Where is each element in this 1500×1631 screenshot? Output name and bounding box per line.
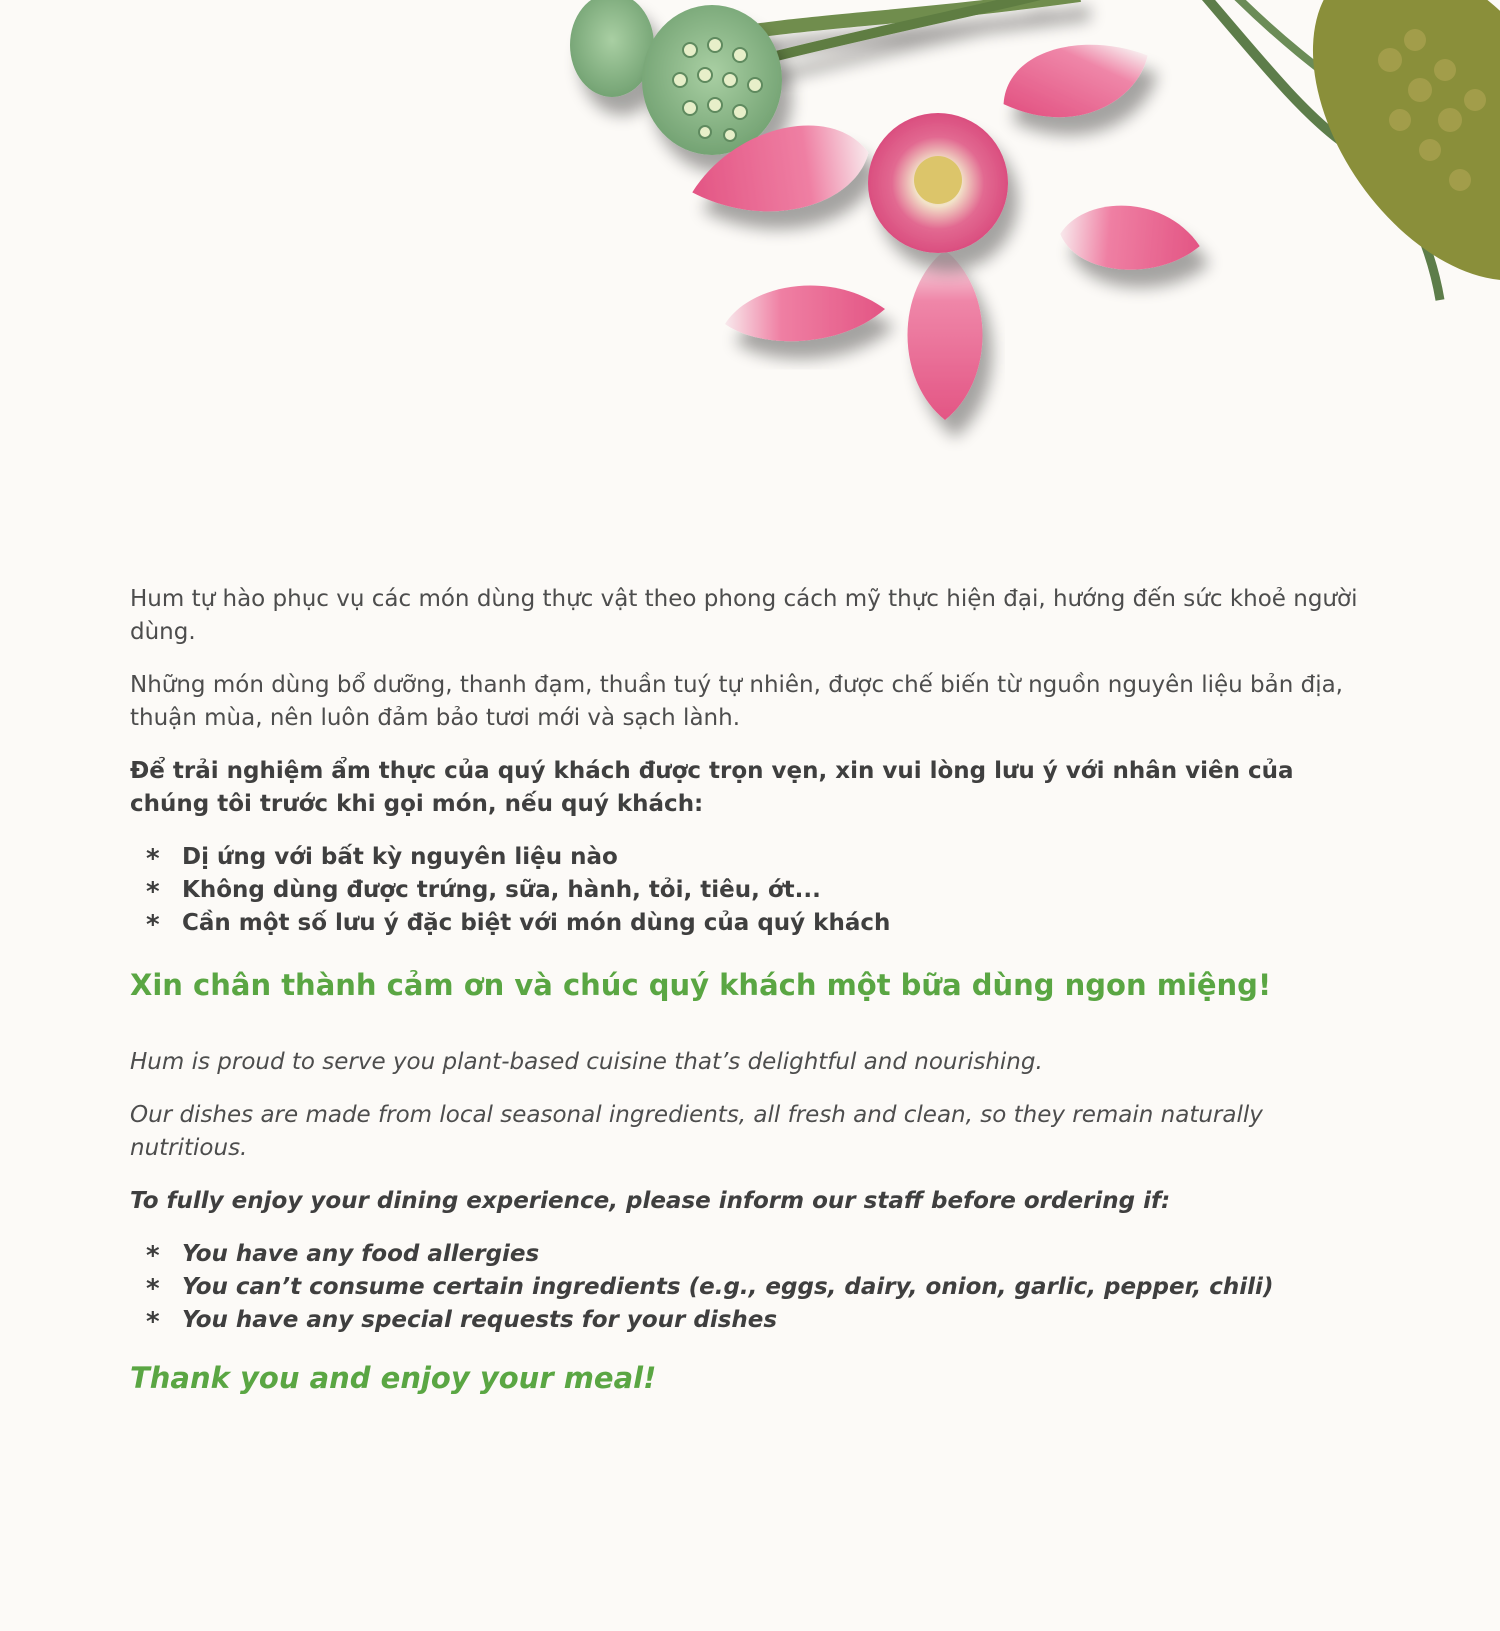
list-item xyxy=(130,1304,1380,1337)
lotus-petal xyxy=(1000,7,1149,151)
asterisk-icon: * xyxy=(146,1274,160,1304)
lotus-pod-right xyxy=(642,5,782,155)
list-item-text: Dị ứng với bất kỳ nguyên liệu nào xyxy=(182,844,618,870)
list-item xyxy=(130,874,1380,907)
list-item xyxy=(130,841,1380,874)
list-item-text: You can’t consume certain ingredients (e.g., eggs, dairy, onion, garlic, pepper, chili) xyxy=(182,1274,1274,1300)
notice-text-en: To fully enjoy your dining experience, please inform our staff before ordering if: xyxy=(130,1188,1171,1214)
list-item-text: You have any special requests for your dishes xyxy=(182,1307,778,1333)
lotus-petal xyxy=(725,285,885,341)
ingredients-text-vi: Những món dùng bổ dưỡng, thanh đạm, thuần tuý tự nhiên, được chế biến từ nguồn nguyên liệu bản địa, thuận mùa, nên luôn đảm bảo tươi mới và sạch lành. xyxy=(130,672,1343,731)
vietnamese-section xyxy=(130,583,1380,1004)
list-item-text: Cần một số lưu ý đặc biệt với món dùng của quý khách xyxy=(182,910,891,936)
lotus-flower xyxy=(868,113,1008,253)
requirements-list-en xyxy=(130,1238,1380,1337)
asterisk-icon: * xyxy=(146,1307,160,1337)
intro-text-en: Hum is proud to serve you plant-based cuisine that’s delightful and nourishing. xyxy=(130,1049,1043,1075)
list-item xyxy=(130,1271,1380,1304)
notice-text-vi: Để trải nghiệm ẩm thực của quý khách được trọn vẹn, xin vui lòng lưu ý với nhân viên của chúng tôi trước khi gọi món, nếu quý khách: xyxy=(130,758,1294,817)
list-item xyxy=(130,1238,1380,1271)
lotus-petal xyxy=(1058,200,1203,276)
pineapple xyxy=(1200,0,1500,331)
asterisk-icon: * xyxy=(146,877,160,907)
list-item xyxy=(130,907,1380,940)
requirements-list-vi xyxy=(130,841,1380,940)
intro-text-vi: Hum tự hào phục vụ các món dùng thực vật theo phong cách mỹ thực hiện đại, hướng đến sức khoẻ người dùng. xyxy=(130,586,1358,645)
asterisk-icon: * xyxy=(146,910,160,940)
lotus-petal xyxy=(908,250,983,420)
list-item-text: Không dùng được trứng, sữa, hành, tỏi, tiêu, ớt... xyxy=(182,877,821,903)
ingredients-text-en: Our dishes are made from local seasonal ingredients, all fresh and clean, so they remain naturally nutritious. xyxy=(130,1102,1263,1161)
list-item-text: You have any food allergies xyxy=(182,1241,540,1267)
lotus-pod-left xyxy=(570,0,654,97)
asterisk-icon: * xyxy=(146,844,160,874)
thanks-text-vi: Xin chân thành cảm ơn và chúc quý khách một bữa dùng ngon miệng! xyxy=(130,968,1272,1002)
english-section xyxy=(130,1046,1380,1397)
thanks-text-en: Thank you and enjoy your meal! xyxy=(130,1361,657,1395)
lotus-pineapple-illustration xyxy=(0,0,1500,470)
asterisk-icon: * xyxy=(146,1241,160,1271)
menu-notice xyxy=(130,583,1380,1397)
